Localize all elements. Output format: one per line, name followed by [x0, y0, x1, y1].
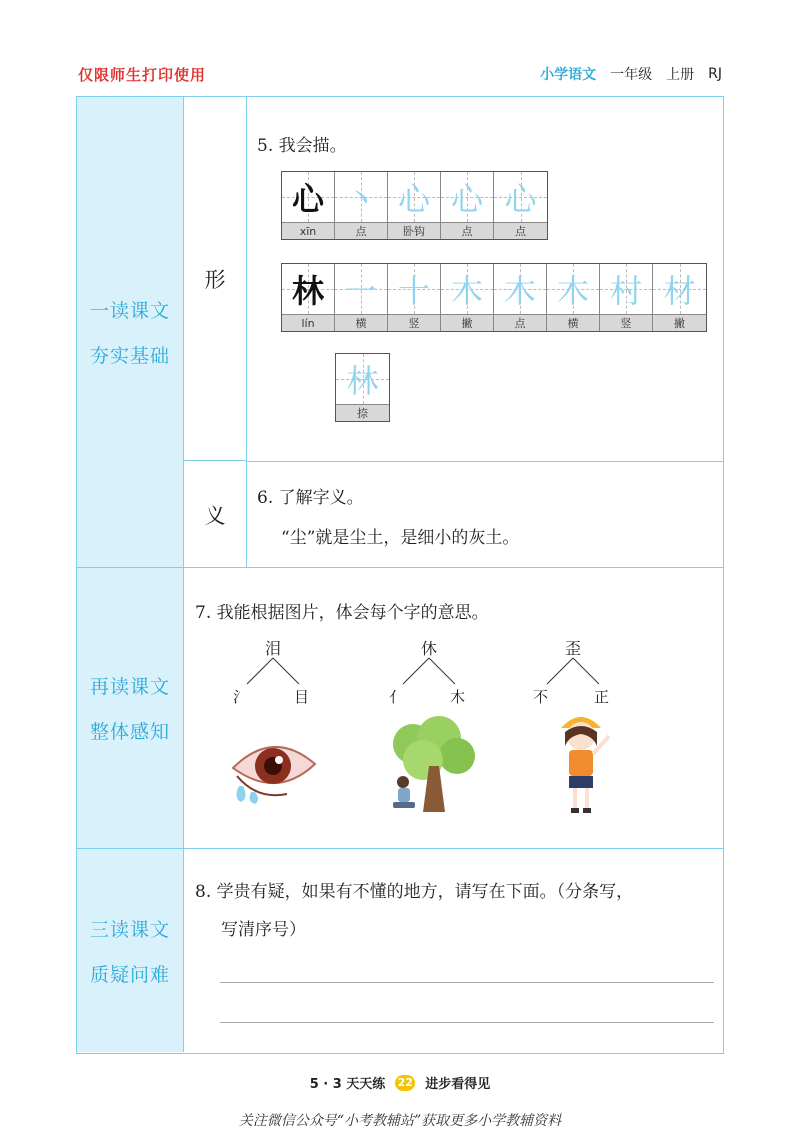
trace-cell[interactable] [335, 172, 388, 239]
trace-char: 木 [556, 272, 589, 310]
stroke-name: 撇 [441, 314, 493, 331]
header-notice: 仅限师生打印使用 [78, 66, 207, 84]
stroke-name: 点 [441, 222, 493, 239]
answer-line[interactable] [220, 982, 714, 983]
q6-text: “尘”就是尘土，是细小的灰土。 [281, 528, 520, 548]
grid-cell-main [282, 172, 335, 239]
stroke-name: 点 [494, 314, 546, 331]
stroke-grid-lin [281, 263, 707, 332]
section-label-line1: 三读课文 [89, 918, 170, 941]
trace-cell[interactable] [388, 172, 441, 239]
trace-cell[interactable] [494, 264, 547, 331]
resting-under-tree-illustration [383, 716, 479, 816]
stroke-name: 竖 [600, 314, 652, 331]
page-footer [0, 1073, 800, 1092]
stroke-name: 撇 [653, 314, 706, 331]
main-char: 林 [291, 272, 324, 310]
section-label-line2: 质疑问难 [89, 963, 170, 986]
trace-char: 村 [609, 272, 642, 310]
tree-top-char: 休 [420, 639, 437, 658]
trace-char: 丶 [344, 180, 377, 218]
trace-char: 心 [450, 180, 483, 218]
footer-series: 5 · 3 天天练 [309, 1077, 386, 1092]
char-tree-lei [223, 636, 323, 706]
trace-cell[interactable] [600, 264, 653, 331]
stroke-name: 捺 [336, 404, 389, 421]
tree-branches [223, 654, 323, 688]
tree-left-part: 不 [533, 688, 549, 706]
tree-right-part: 目 [293, 688, 309, 706]
grid-cell-main [282, 264, 335, 331]
pinyin: xīn [282, 222, 334, 239]
tree-right-part: 正 [593, 688, 609, 706]
subcol-meaning: 义 [184, 461, 247, 568]
trace-char: 心 [504, 180, 537, 218]
q7-title: 7. 我能根据图片，体会每个字的意思。 [195, 603, 489, 623]
stroke-name: 卧钩 [388, 222, 440, 239]
trace-cell[interactable] [494, 172, 547, 239]
section-label-line1: 再读课文 [89, 676, 170, 698]
section-label-line2: 夯实基础 [89, 345, 170, 367]
tree-top-char: 歪 [564, 639, 581, 658]
section-label-line1: 一读课文 [89, 300, 170, 322]
stroke-name: 竖 [388, 314, 440, 331]
section-label [77, 568, 184, 848]
page-number: 22 [395, 1075, 415, 1091]
trace-char: 木 [450, 272, 483, 310]
main-char: 心 [291, 180, 324, 218]
tree-right-part: 木 [449, 688, 465, 706]
char-tree-wai [523, 636, 623, 706]
header-volume: 上册 [666, 67, 695, 83]
divider [247, 461, 723, 462]
section-label [77, 849, 184, 1052]
trace-cell[interactable] [547, 264, 600, 331]
trace-char: 一 [344, 272, 377, 310]
section-label [77, 97, 184, 567]
header-grade: 一年级 [610, 67, 653, 83]
stroke-name: 点 [494, 222, 547, 239]
trace-char: 十 [397, 272, 430, 310]
watermark: 关注微信公众号“小考教辅站”获取更多小学教辅资料 [238, 1113, 562, 1129]
worksheet-frame [76, 96, 724, 1054]
header-edition: RJ [708, 66, 722, 82]
stroke-name: 横 [547, 314, 599, 331]
section-label-line2: 整体感知 [89, 721, 170, 743]
q6-title: 6. 了解字义。 [257, 488, 364, 508]
trace-char: 林 [346, 362, 379, 400]
trace-char: 木 [503, 272, 536, 310]
footer-slogan: 进步看得见 [425, 1077, 491, 1092]
trace-cell[interactable] [336, 354, 389, 421]
trace-cell[interactable] [441, 264, 494, 331]
tree-top-char: 泪 [264, 639, 281, 658]
trace-cell[interactable] [653, 264, 706, 331]
header-subject: 小学语文 [540, 67, 597, 83]
trace-cell[interactable] [335, 264, 388, 331]
tree-branches [523, 654, 623, 688]
trace-cell[interactable] [441, 172, 494, 239]
crying-eye-illustration [227, 728, 319, 808]
tree-left-part: 亻 [389, 688, 405, 706]
trace-char: 心 [397, 180, 430, 218]
trace-char: 材 [663, 272, 696, 310]
answer-line[interactable] [220, 1022, 714, 1023]
char-tree-xiu [379, 636, 479, 706]
stroke-grid-xin [281, 171, 548, 240]
stroke-grid-lin-final [335, 353, 390, 422]
q5-title: 5. 我会描。 [257, 136, 347, 156]
q8-line2: 写清序号） [221, 920, 306, 940]
tree-left-part: 氵 [233, 688, 249, 706]
stroke-name: 横 [335, 314, 387, 331]
section-second-reading [77, 568, 723, 849]
tree-branches [379, 654, 479, 688]
stroke-name: 点 [335, 222, 387, 239]
subcol-form: 形 [184, 97, 247, 461]
girl-waving-illustration [547, 706, 617, 818]
q8-line1: 8. 学贵有疑，如果有不懂的地方，请写在下面。（分条写， [195, 882, 634, 902]
trace-cell[interactable] [388, 264, 441, 331]
section-first-reading [77, 97, 723, 568]
pinyin: lín [282, 314, 334, 331]
header-meta [540, 64, 722, 84]
